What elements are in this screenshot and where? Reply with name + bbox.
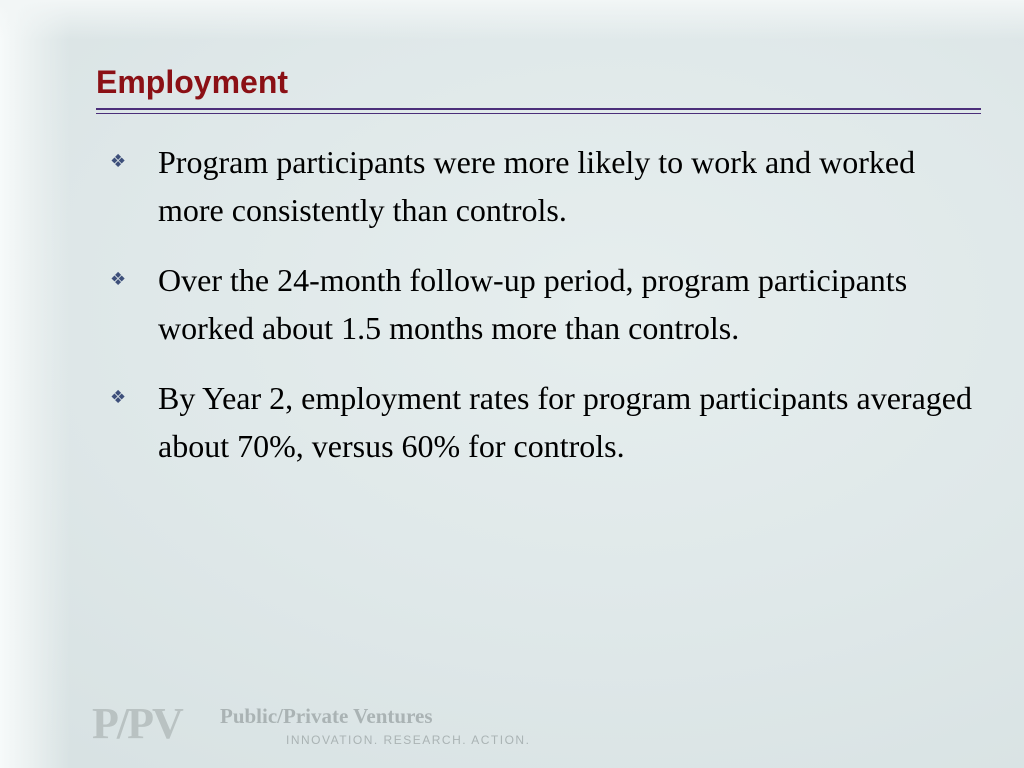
top-edge-highlight — [0, 0, 1024, 40]
bullet-text: Program participants were more likely to work and worked more consistently than controls. — [158, 144, 916, 228]
slide-title: Employment — [96, 64, 289, 100]
bullet-item — [108, 138, 988, 234]
bullet-text: Over the 24-month follow-up period, program participants worked about 1.5 months more than controls. — [158, 262, 908, 346]
logo-mark: P/PV — [92, 699, 182, 748]
bullet-item — [108, 374, 988, 470]
bullet-list — [108, 138, 988, 492]
diamond-bullet-icon: ❖ — [110, 151, 127, 172]
diamond-bullet-icon: ❖ — [110, 387, 127, 408]
title-divider-top — [96, 108, 981, 110]
logo-organization-name: Public/Private Ventures — [220, 704, 433, 728]
bullet-text: By Year 2, employment rates for program participants averaged about 70%, versus 60% for controls. — [158, 380, 972, 464]
logo-tagline: INNOVATION. RESEARCH. ACTION. — [286, 733, 531, 747]
title-divider-bottom — [96, 113, 981, 114]
left-edge-highlight — [0, 0, 70, 768]
diamond-bullet-icon: ❖ — [110, 269, 127, 290]
bullet-item — [108, 256, 988, 352]
ppv-logo — [92, 699, 552, 752]
